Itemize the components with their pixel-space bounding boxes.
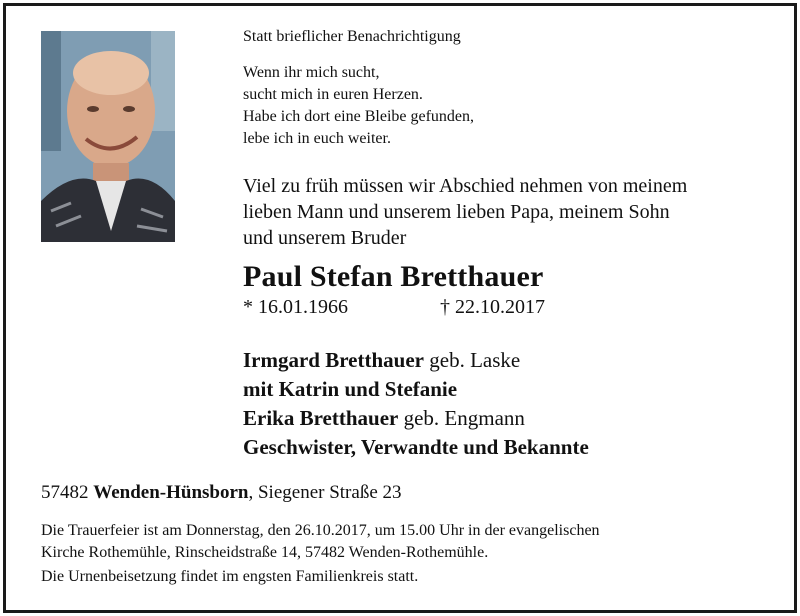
address-line <box>41 482 402 504</box>
address-zip: 57482 <box>41 482 94 503</box>
intro-line: lieben Mann und unserem lieben Papa, meinem Sohn <box>243 201 670 223</box>
death-date: † 22.10.2017 <box>440 296 545 318</box>
poem <box>243 62 474 150</box>
birth-date: * 16.01.1966 <box>243 296 348 318</box>
notice-line: Statt brieflicher Benachrichtigung <box>243 28 461 45</box>
mourner-line <box>243 346 589 375</box>
mourner-name: mit Katrin und Stefanie <box>243 377 458 401</box>
mourner-line <box>243 375 589 404</box>
mourners-list <box>243 346 589 462</box>
funeral-line: Die Trauerfeier ist am Donnerstag, den 26.10.2017, um 15.00 Uhr in der evangelischen <box>41 522 600 539</box>
deceased-name: Paul Stefan Bretthauer <box>243 260 544 293</box>
portrait-image <box>41 31 175 242</box>
poem-line: Wenn ihr mich sucht, <box>243 64 380 81</box>
mourner-name: Erika Bretthauer <box>243 406 399 430</box>
address-street: , Siegener Straße 23 <box>248 482 402 503</box>
intro-line: und unserem Bruder <box>243 227 407 249</box>
mourner-name: Irmgard Bretthauer <box>243 348 424 372</box>
intro-text <box>243 173 687 251</box>
poem-line: sucht mich in euren Herzen. <box>243 86 423 103</box>
intro-line: Viel zu früh müssen wir Abschied nehmen von meinem <box>243 175 688 197</box>
address-town: Wenden-Hünsborn <box>93 482 249 503</box>
mourner-maiden-name: geb. Laske <box>424 348 521 372</box>
mourner-line <box>243 404 589 433</box>
mourner-line <box>243 433 589 462</box>
funeral-line: Kirche Rothemühle, Rinscheidstraße 14, 57482 Wenden-Rothemühle. <box>41 544 489 561</box>
urn-burial-info: Die Urnenbeisetzung findet im engsten Familienkreis statt. <box>41 568 419 585</box>
funeral-info <box>41 520 600 564</box>
portrait-photo <box>41 31 175 242</box>
poem-line: lebe ich in euch weiter. <box>243 130 391 147</box>
mourner-maiden-name: geb. Engmann <box>398 406 525 430</box>
mourner-name: Geschwister, Verwandte und Bekannte <box>243 435 589 459</box>
poem-line: Habe ich dort eine Bleibe gefunden, <box>243 108 475 125</box>
